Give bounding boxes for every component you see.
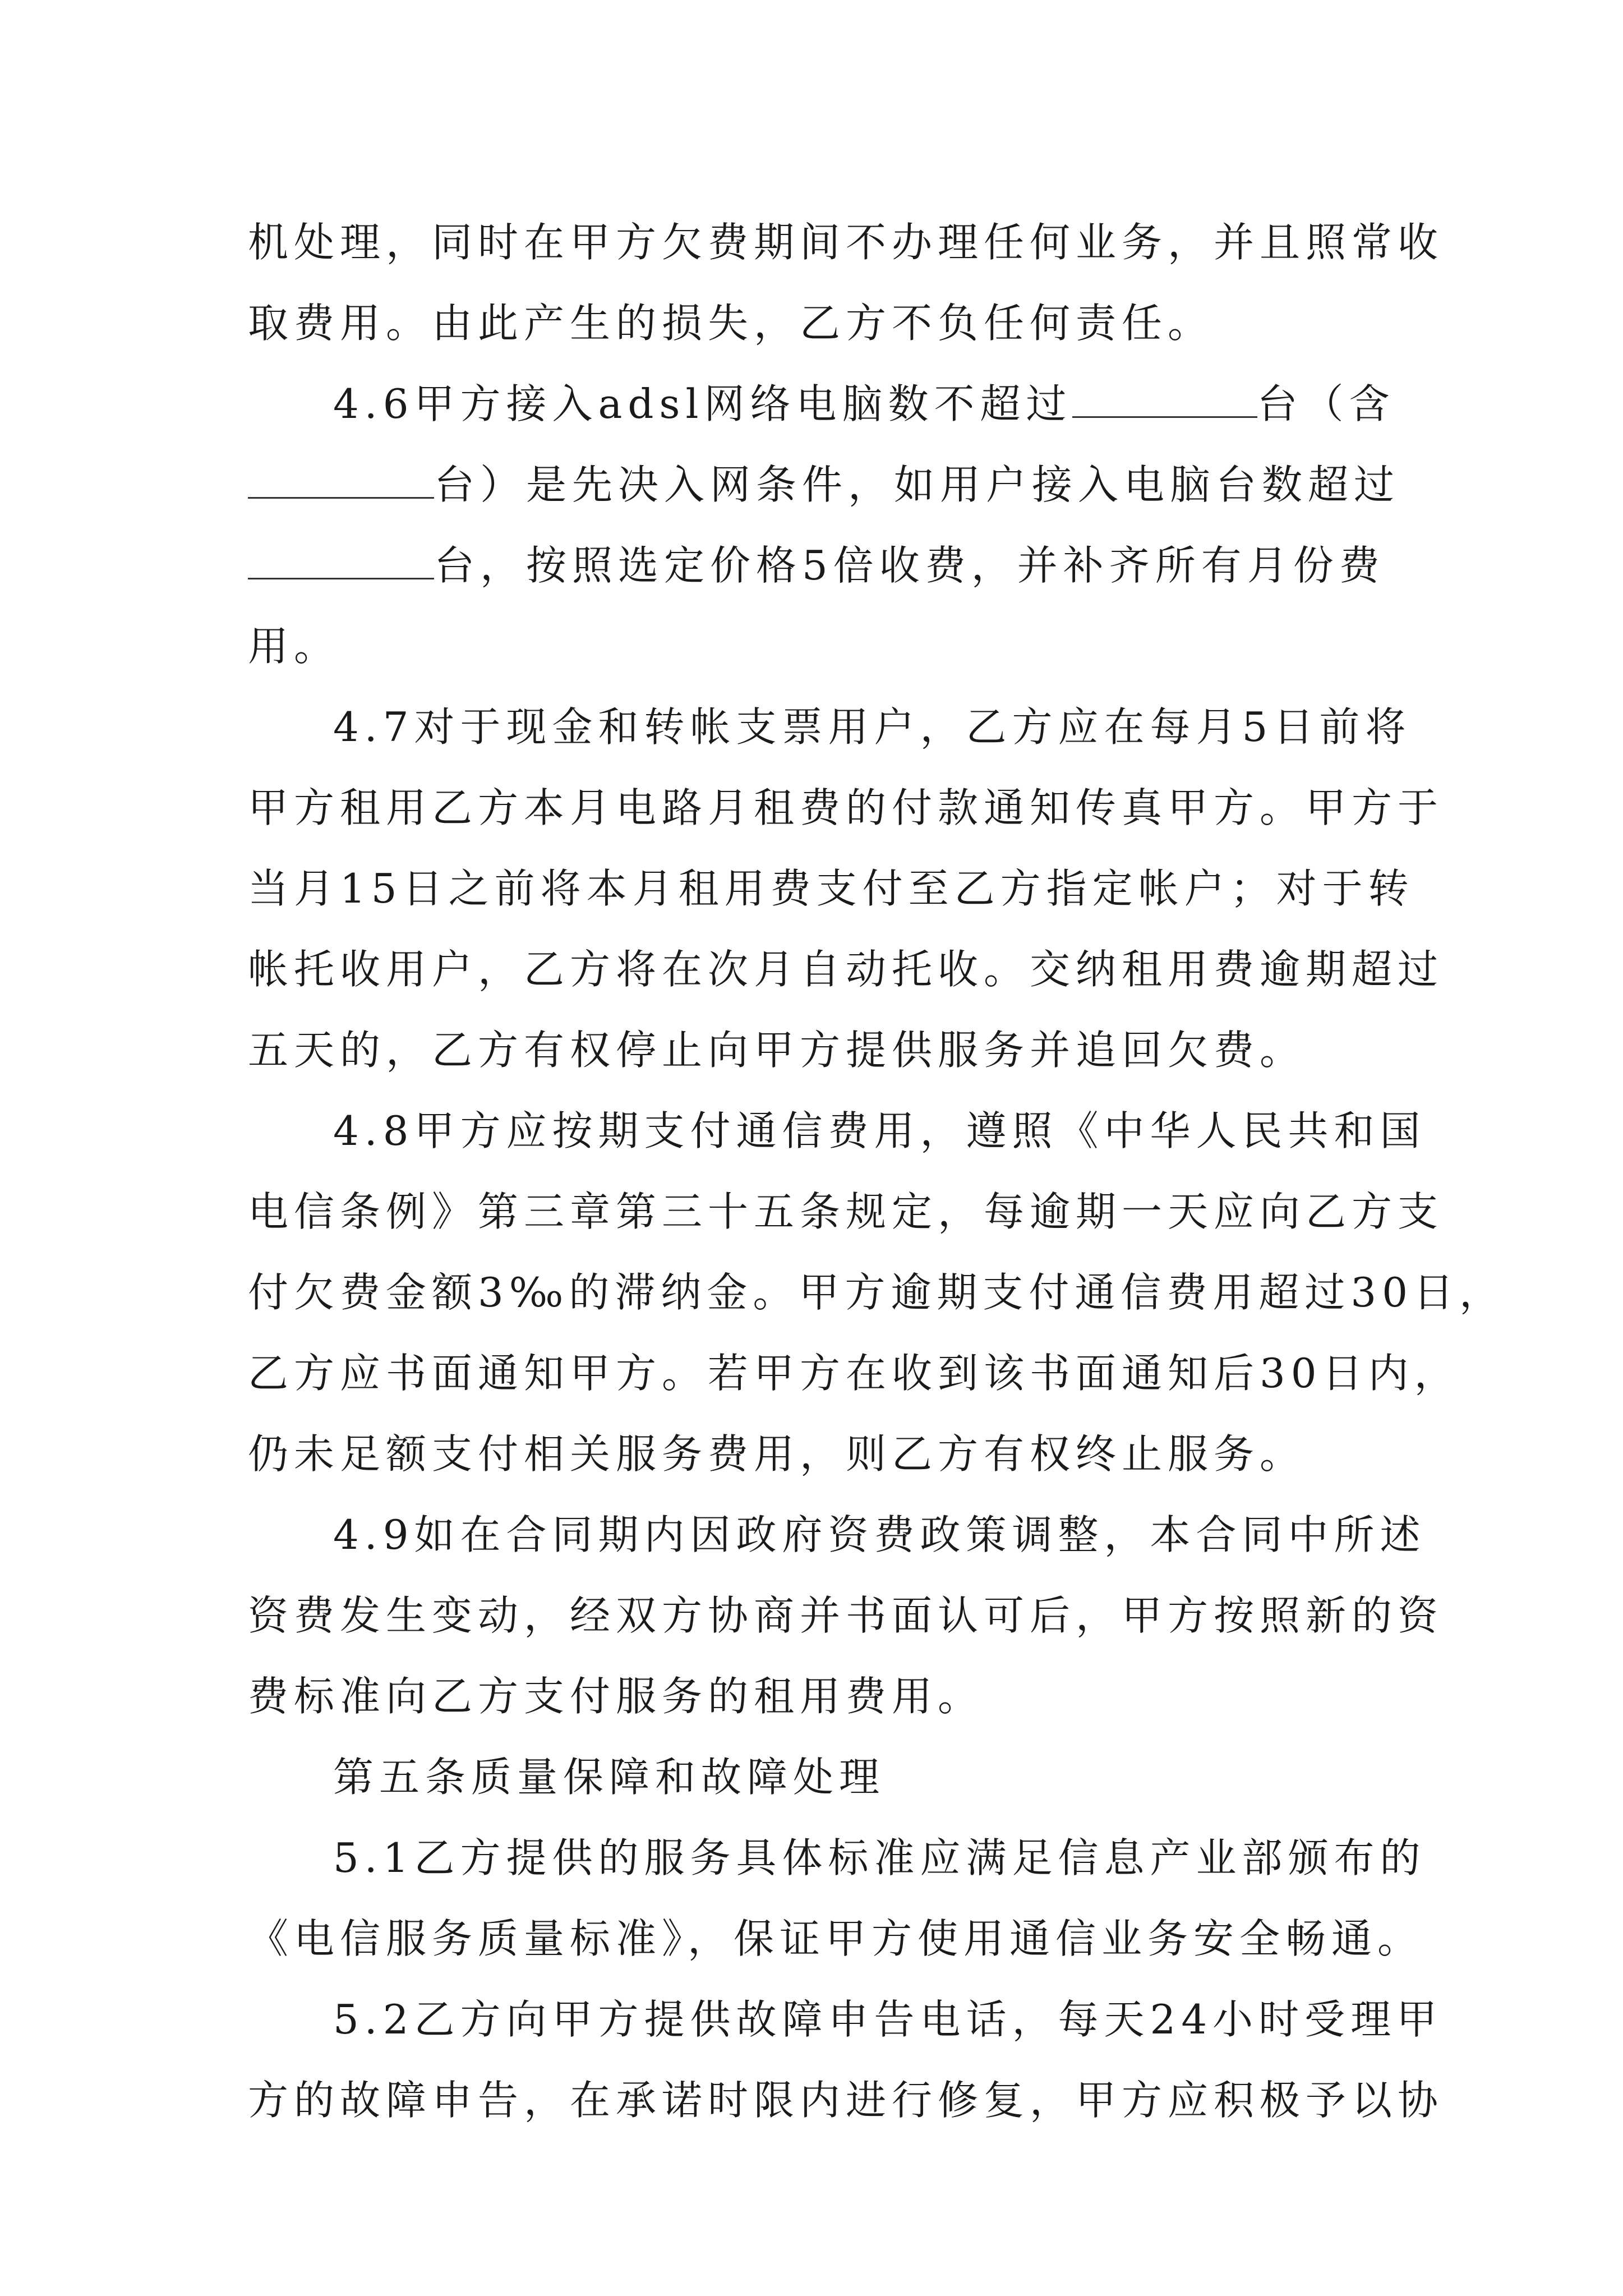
clause-4-7-line: 4.7对于现金和转帐支票用户，乙方应在每月5日前将 <box>333 703 1412 751</box>
text-line <box>248 525 1385 606</box>
text-line: 付欠费金额3‰的滞纳金。甲方逾期支付通信费用超过30日， <box>248 1269 1506 1316</box>
text-line: 费标准向乙方支付服务的租用费用。 <box>248 1673 984 1720</box>
text-line: 资费发生变动，经双方协商并书面认可后，甲方按照新的资 <box>248 1592 1444 1639</box>
text-line: 用。 <box>248 623 340 670</box>
text-line: 乙方应书面通知甲方。若甲方在收到该书面通知后30日内， <box>248 1350 1460 1397</box>
text-line: 取费用。由此产生的损失，乙方不负任何责任。 <box>248 300 1214 347</box>
clause-4-6-text-end: 台（含 <box>1257 380 1395 427</box>
text-line: 当月15日之前将本月租用费支付至乙方指定帐户；对于转 <box>248 865 1414 912</box>
text-line <box>248 444 1400 525</box>
fill-in-blank[interactable] <box>248 460 434 499</box>
text-line: 甲方租用乙方本月电路月租费的付款通知传真甲方。甲方于 <box>248 784 1444 831</box>
fill-in-blank[interactable] <box>248 541 434 579</box>
text-line: 机处理，同时在甲方欠费期间不办理任何业务，并且照常收 <box>248 219 1444 266</box>
text-fragment: 台，按照选定价格5倍收费，并补齐所有月份费 <box>434 542 1385 589</box>
text-line: 方的故障申告，在承诺时限内进行修复，甲方应积极予以协 <box>248 2077 1444 2124</box>
clause-5-1-line: 5.1乙方提供的服务具体标准应满足信息产业部颁布的 <box>333 1834 1426 1881</box>
clause-4-6-text: 4.6甲方接入adsl网络电脑数不超过 <box>333 380 1072 427</box>
clause-4-6-line <box>248 364 1395 444</box>
text-line: 五天的，乙方有权停止向甲方提供服务并追回欠费。 <box>248 1027 1306 1074</box>
contract-body-text <box>248 202 1506 2141</box>
text-line: 仍未足额支付相关服务费用，则乙方有权终止服务。 <box>248 1430 1306 1478</box>
text-line: 《电信服务质量标准》，保证甲方使用通信业务安全畅通。 <box>248 1915 1424 1962</box>
clause-4-9-line: 4.9如在合同期内因政府资费政策调整，本合同中所述 <box>333 1511 1426 1558</box>
text-line: 帐托收用户，乙方将在次月自动托收。交纳租用费逾期超过 <box>248 946 1444 993</box>
fill-in-blank[interactable] <box>1072 379 1257 418</box>
text-fragment: 台）是先决入网条件，如用户接入电脑台数超过 <box>434 461 1400 508</box>
clause-4-8-line: 4.8甲方应按期支付通信费用，遵照《中华人民共和国 <box>333 1107 1426 1154</box>
text-line: 电信条例》第三章第三十五条规定，每逾期一天应向乙方支 <box>248 1188 1444 1235</box>
clause-5-2-line: 5.2乙方向甲方提供故障申告电话，每天24小时受理甲 <box>333 1996 1443 2043</box>
article-5-heading: 第五条质量保障和故障处理 <box>333 1754 886 1801</box>
